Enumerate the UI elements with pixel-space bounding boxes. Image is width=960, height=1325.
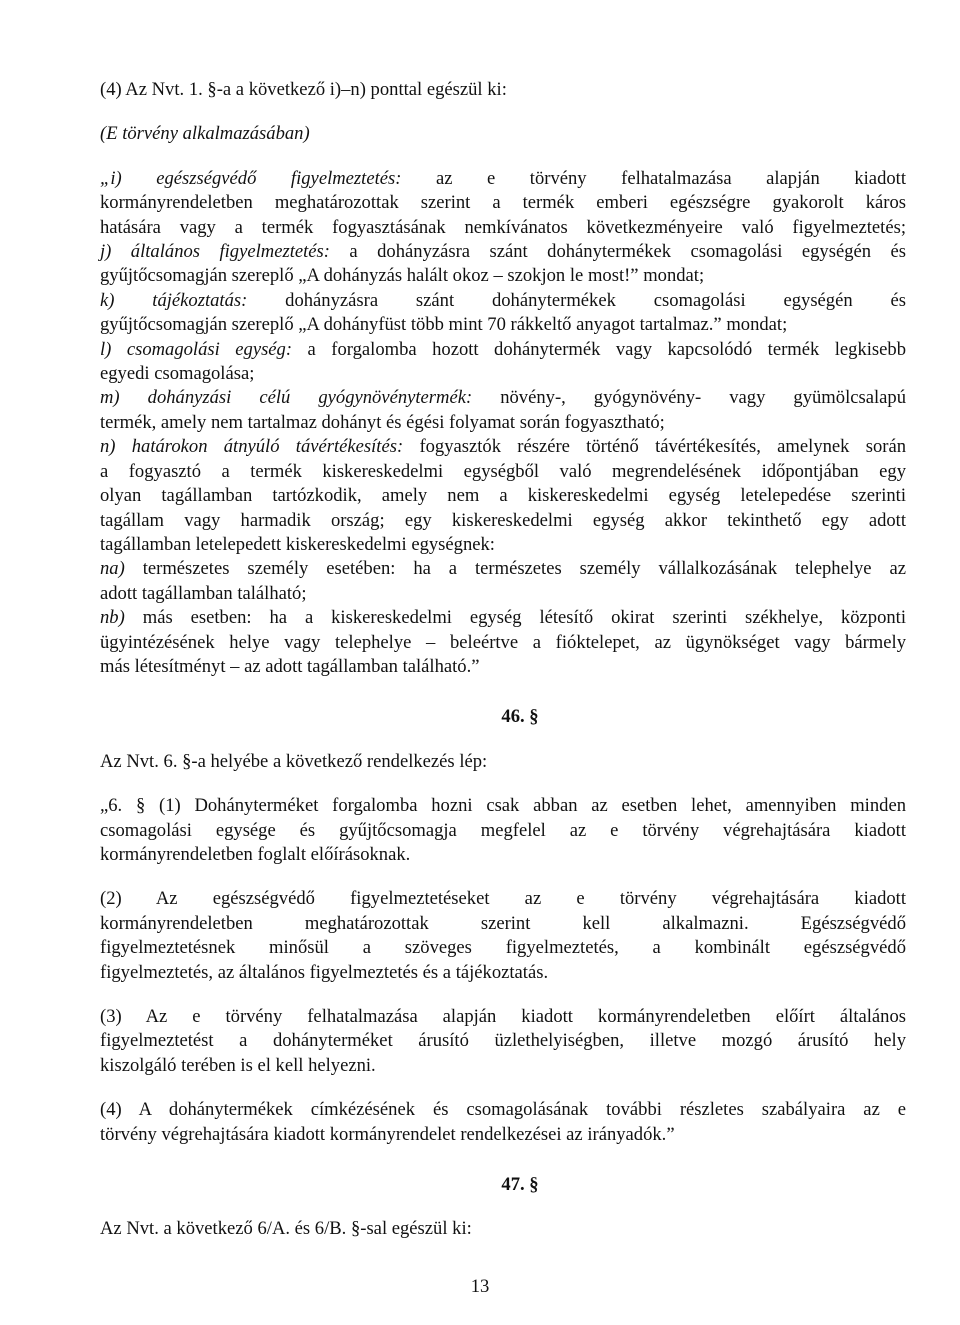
definition-n: n) határokon átnyúló távértékesítés: fogyasztók részére történő távértékesítés, amelynek során a fogyasztó a termék kiskereskedelmi egységből való megrendelésének időpontjában egy olyan tagállamban tartózkodik, amely nem a kiskereskedelmi egység letelepedése szerinti tagállam vagy harmadik ország; egy kiskereskedelmi egység akkor tekinthető egy adott tagállamban letelepedett kiskereskedelmi egységnek: [100,436,906,555]
definition-term: n) határokon átnyúló távértékesítés: [100,436,404,458]
definition-term: na) [100,558,125,580]
definition-term: „i) egészségvédő figyelmeztetés: [100,167,402,189]
paragraph-4: (4) A dohánytermékek címkézésének és csomagolásának további részletes szabályaira az e törvény végrehajtására kiadott kormányrendelet rendelkezései az irányadók.” [100,1099,906,1145]
amendment-intro: (4) Az Nvt. 1. §-a a következő i)–n) ponttal egészül ki: [100,79,507,100]
scope-heading: (E törvény alkalmazásában) [100,123,310,145]
definition-term: nb) [100,607,125,629]
paragraph-2: (2) Az egészségvédő figyelmeztetéseket az e törvény végrehajtására kiadott kormányrendeletben meghatározottak szerint kell alkalmazni. Egészségvédő figyelmeztetésnek minősül a szöveges figyelmeztetés, a kombinált egészségvédő figyelmeztetés, az általános figyelmeztetés és a tájékoztatás. [100,888,906,983]
definition-term: m) dohányzási célú gyógynövénytermék: [100,387,473,409]
page-number: 13 [470,1276,490,1297]
definition-term: k) tájékoztatás: [100,289,248,311]
definition-nb: nb) más esetben: ha a kiskereskedelmi egység létesítő okirat szerinti székhelye, központi ügyintézésének helye vagy telephelye – beleértve a fióktelepet, az ügynökséget vagy bármely más létesítményt – az adott tagállamban található.” [100,607,906,677]
definition-m: m) dohányzási célú gyógynövénytermék: növény-, gyógynövény- vagy gyümölcsalapú termék, amely nem tartalmaz dohányt és égési folyamat során fogyasztható; [100,387,906,433]
document-body [100,78,906,1242]
section-46-intro: Az Nvt. 6. §-a helyébe a következő rendelkezés lép: [100,750,488,772]
definition-term: l) csomagolási egység: [100,338,293,360]
section-47-intro: Az Nvt. a következő 6/A. és 6/B. §-sal egészül ki: [100,1218,472,1240]
definition-na: na) természetes személy esetében: ha a természetes személy vállalkozásának telephelye az adott tagállamban található; [100,558,906,604]
definition-i: „i) egészségvédő figyelmeztetés: az e törvény felhatalmazása alapján kiadott kormányrendeletben meghatározottak szerint a termék emberi egészségre gyakorolt káros hatására vagy a termék fogyasztásának nemkívánatos következményeire való figyelmeztetés; [100,167,906,238]
paragraph-3: (3) Az e törvény felhatalmazása alapján kiadott kormányrendeletben előírt általános figyelmeztetést a dohányterméket árusító üzlethelyiségben, illetve mozgó árusító hely kiszolgáló terében is el kell helyezni. [100,1006,906,1076]
paragraph-1: „6. § (1) Dohányterméket forgalomba hozni csak abban az esetben lehet, amennyiben minden csomagolási egysége és gyűjtőcsomagja megfelel az e törvény végrehajtására kiadott kormányrendeletben foglalt előírásoknak. [100,795,906,865]
definition-k: k) tájékoztatás: dohányzásra szánt dohánytermékek csomagolási egységén és gyűjtőcsomagján szereplő „A dohányfüst több mint 70 rákkeltő anyagot tartalmaz.” mondat; [100,289,906,336]
definition-j: j) általános figyelmeztetés: a dohányzásra szánt dohánytermékek csomagolási egységén és gyűjtőcsomagján szereplő „A dohányzás halált okoz – szokjon le most!” mondat; [100,241,906,287]
definition-term: j) általános figyelmeztetés: [100,241,330,263]
section-heading-47: 47. § [501,1174,539,1196]
definition-l: l) csomagolási egység: a forgalomba hozott dohánytermék vagy kapcsolódó termék legkisebb egyedi csomagolása; [100,338,907,385]
section-heading-46: 46. § [501,706,539,728]
